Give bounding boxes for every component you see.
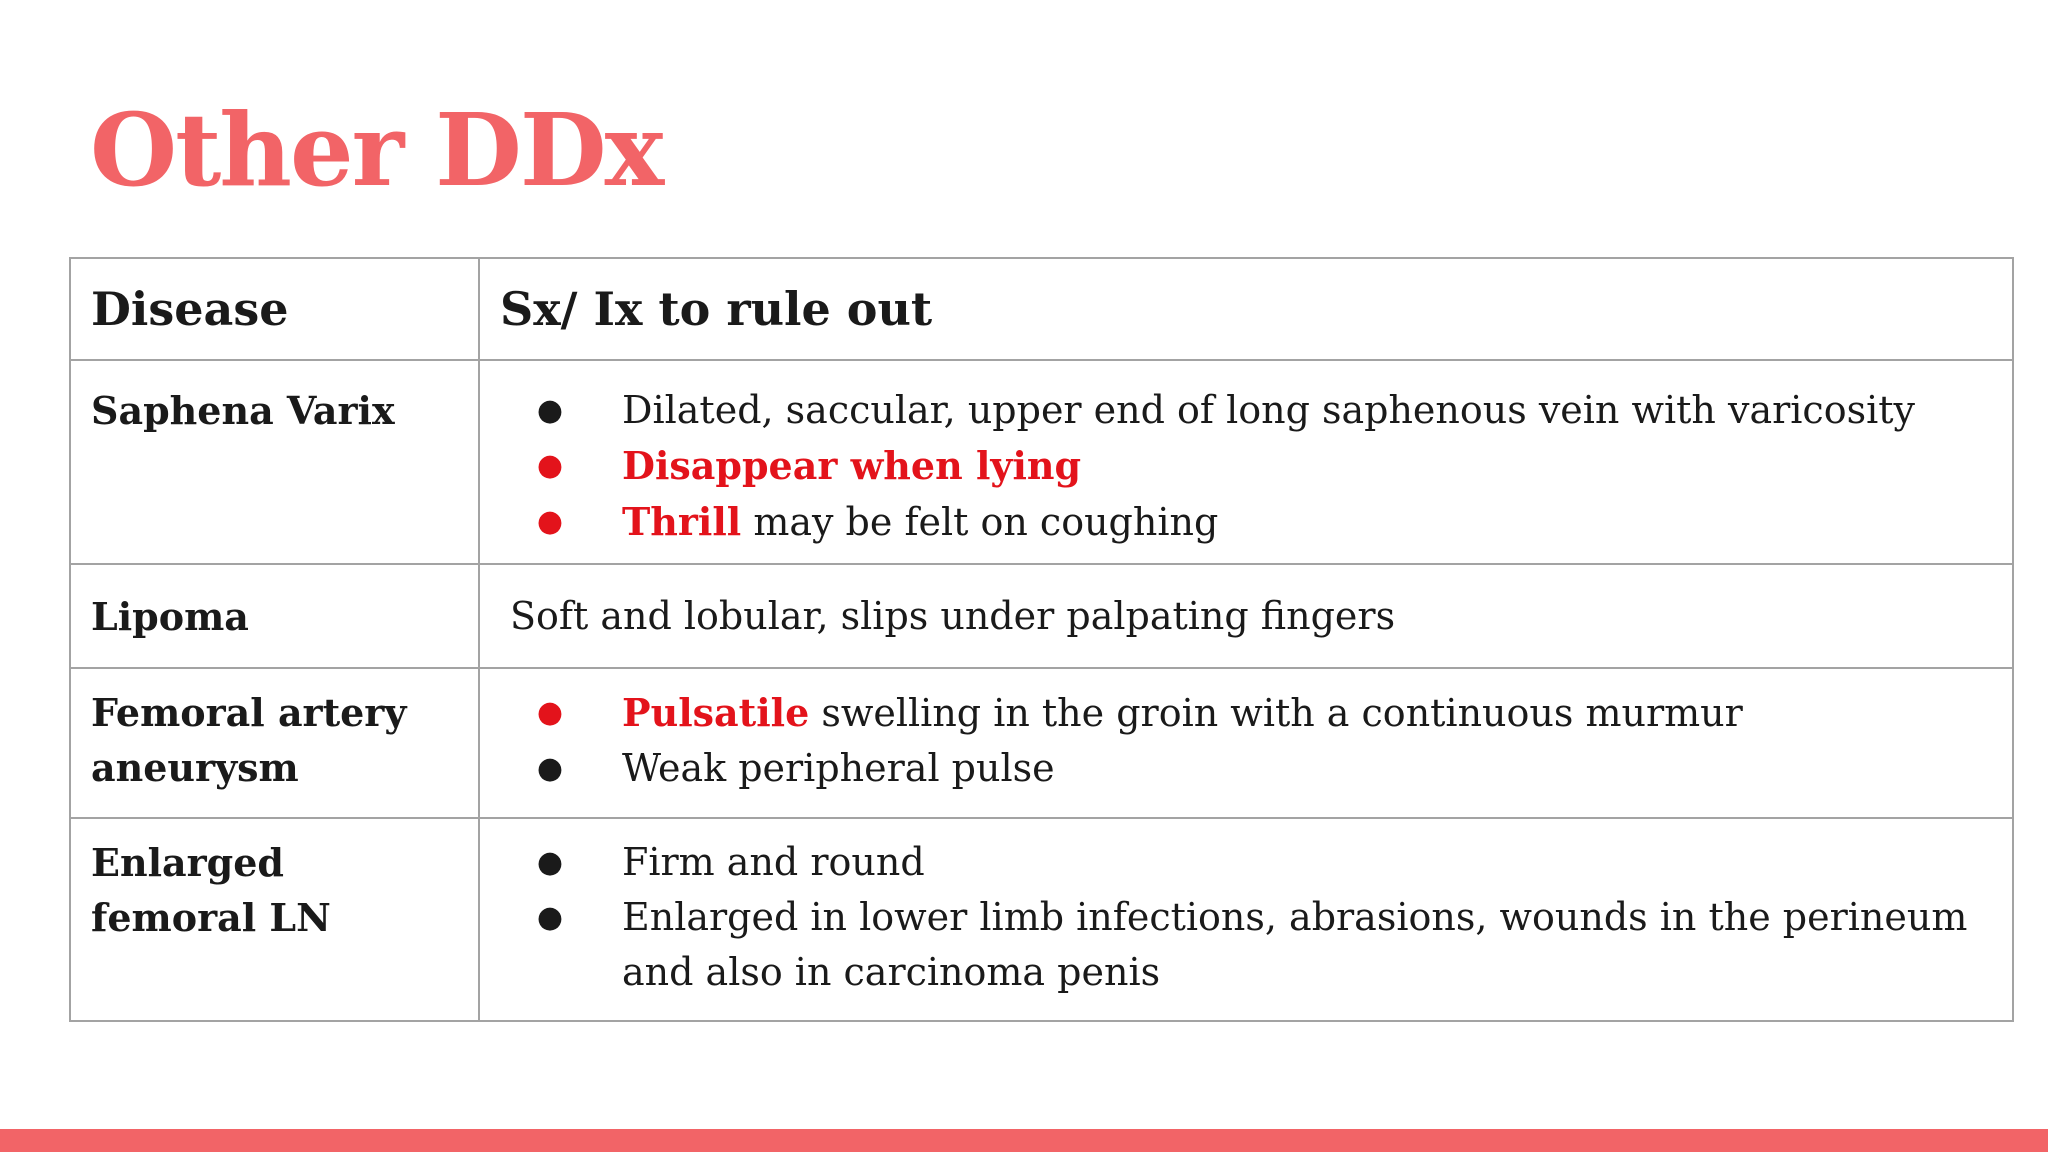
findings-cell <box>479 668 2013 818</box>
findings-list <box>500 685 1992 796</box>
point-text: swelling in the groin with a continuous murmur <box>809 691 1743 735</box>
disease-cell: Saphena Varix <box>70 360 479 564</box>
point-text: Enlarged in lower limb infections, abrasions, wounds in the perineum and also in carcinoma penis <box>622 895 1968 994</box>
bullet-icon: ● <box>536 845 564 880</box>
table-row <box>70 564 2013 668</box>
list-item <box>530 835 1992 890</box>
bullet-icon: ● <box>536 393 564 428</box>
bullet-icon: ● <box>536 900 564 935</box>
bullet-icon: ● <box>536 751 564 786</box>
point-emphasis: Thrill <box>622 499 742 544</box>
header-disease: Disease <box>70 258 479 360</box>
findings-list <box>500 835 1992 1000</box>
table-row <box>70 818 2013 1021</box>
list-item <box>530 438 1992 494</box>
list-item <box>530 685 1992 741</box>
disease-cell: Enlarged femoral LN <box>70 818 479 1021</box>
bullet-icon: ● <box>536 695 564 730</box>
bullet-icon: ● <box>536 448 564 483</box>
list-item <box>530 383 1992 438</box>
point-text: may be felt on coughing <box>741 500 1219 544</box>
findings-list <box>500 383 1992 550</box>
point-text: Firm and round <box>622 840 925 884</box>
bullet-icon: ● <box>536 504 564 539</box>
disease-cell: Femoral artery aneurysm <box>70 668 479 818</box>
table-row <box>70 360 2013 564</box>
point-text: Weak peripheral pulse <box>622 746 1055 790</box>
point-emphasis: Pulsatile <box>622 690 810 735</box>
findings-cell <box>479 360 2013 564</box>
footer-accent-bar <box>0 1129 2048 1152</box>
disease-cell: Lipoma <box>70 564 479 668</box>
point-emphasis: Disappear when lying <box>622 443 1082 488</box>
list-item <box>530 494 1992 550</box>
list-item <box>530 890 1992 1000</box>
findings-cell <box>479 818 2013 1021</box>
slide-title: Other DDx <box>90 91 663 209</box>
table-row <box>70 668 2013 818</box>
table-header-row <box>70 258 2013 360</box>
header-sx-ix: Sx/ Ix to rule out <box>479 258 2013 360</box>
ddx-table <box>69 257 2014 1022</box>
findings-cell <box>479 564 2013 668</box>
point-text: Dilated, saccular, upper end of long saphenous vein with varicosity <box>622 388 1915 432</box>
list-item <box>530 741 1992 796</box>
finding-text: Soft and lobular, slips under palpating fingers <box>510 593 1396 638</box>
